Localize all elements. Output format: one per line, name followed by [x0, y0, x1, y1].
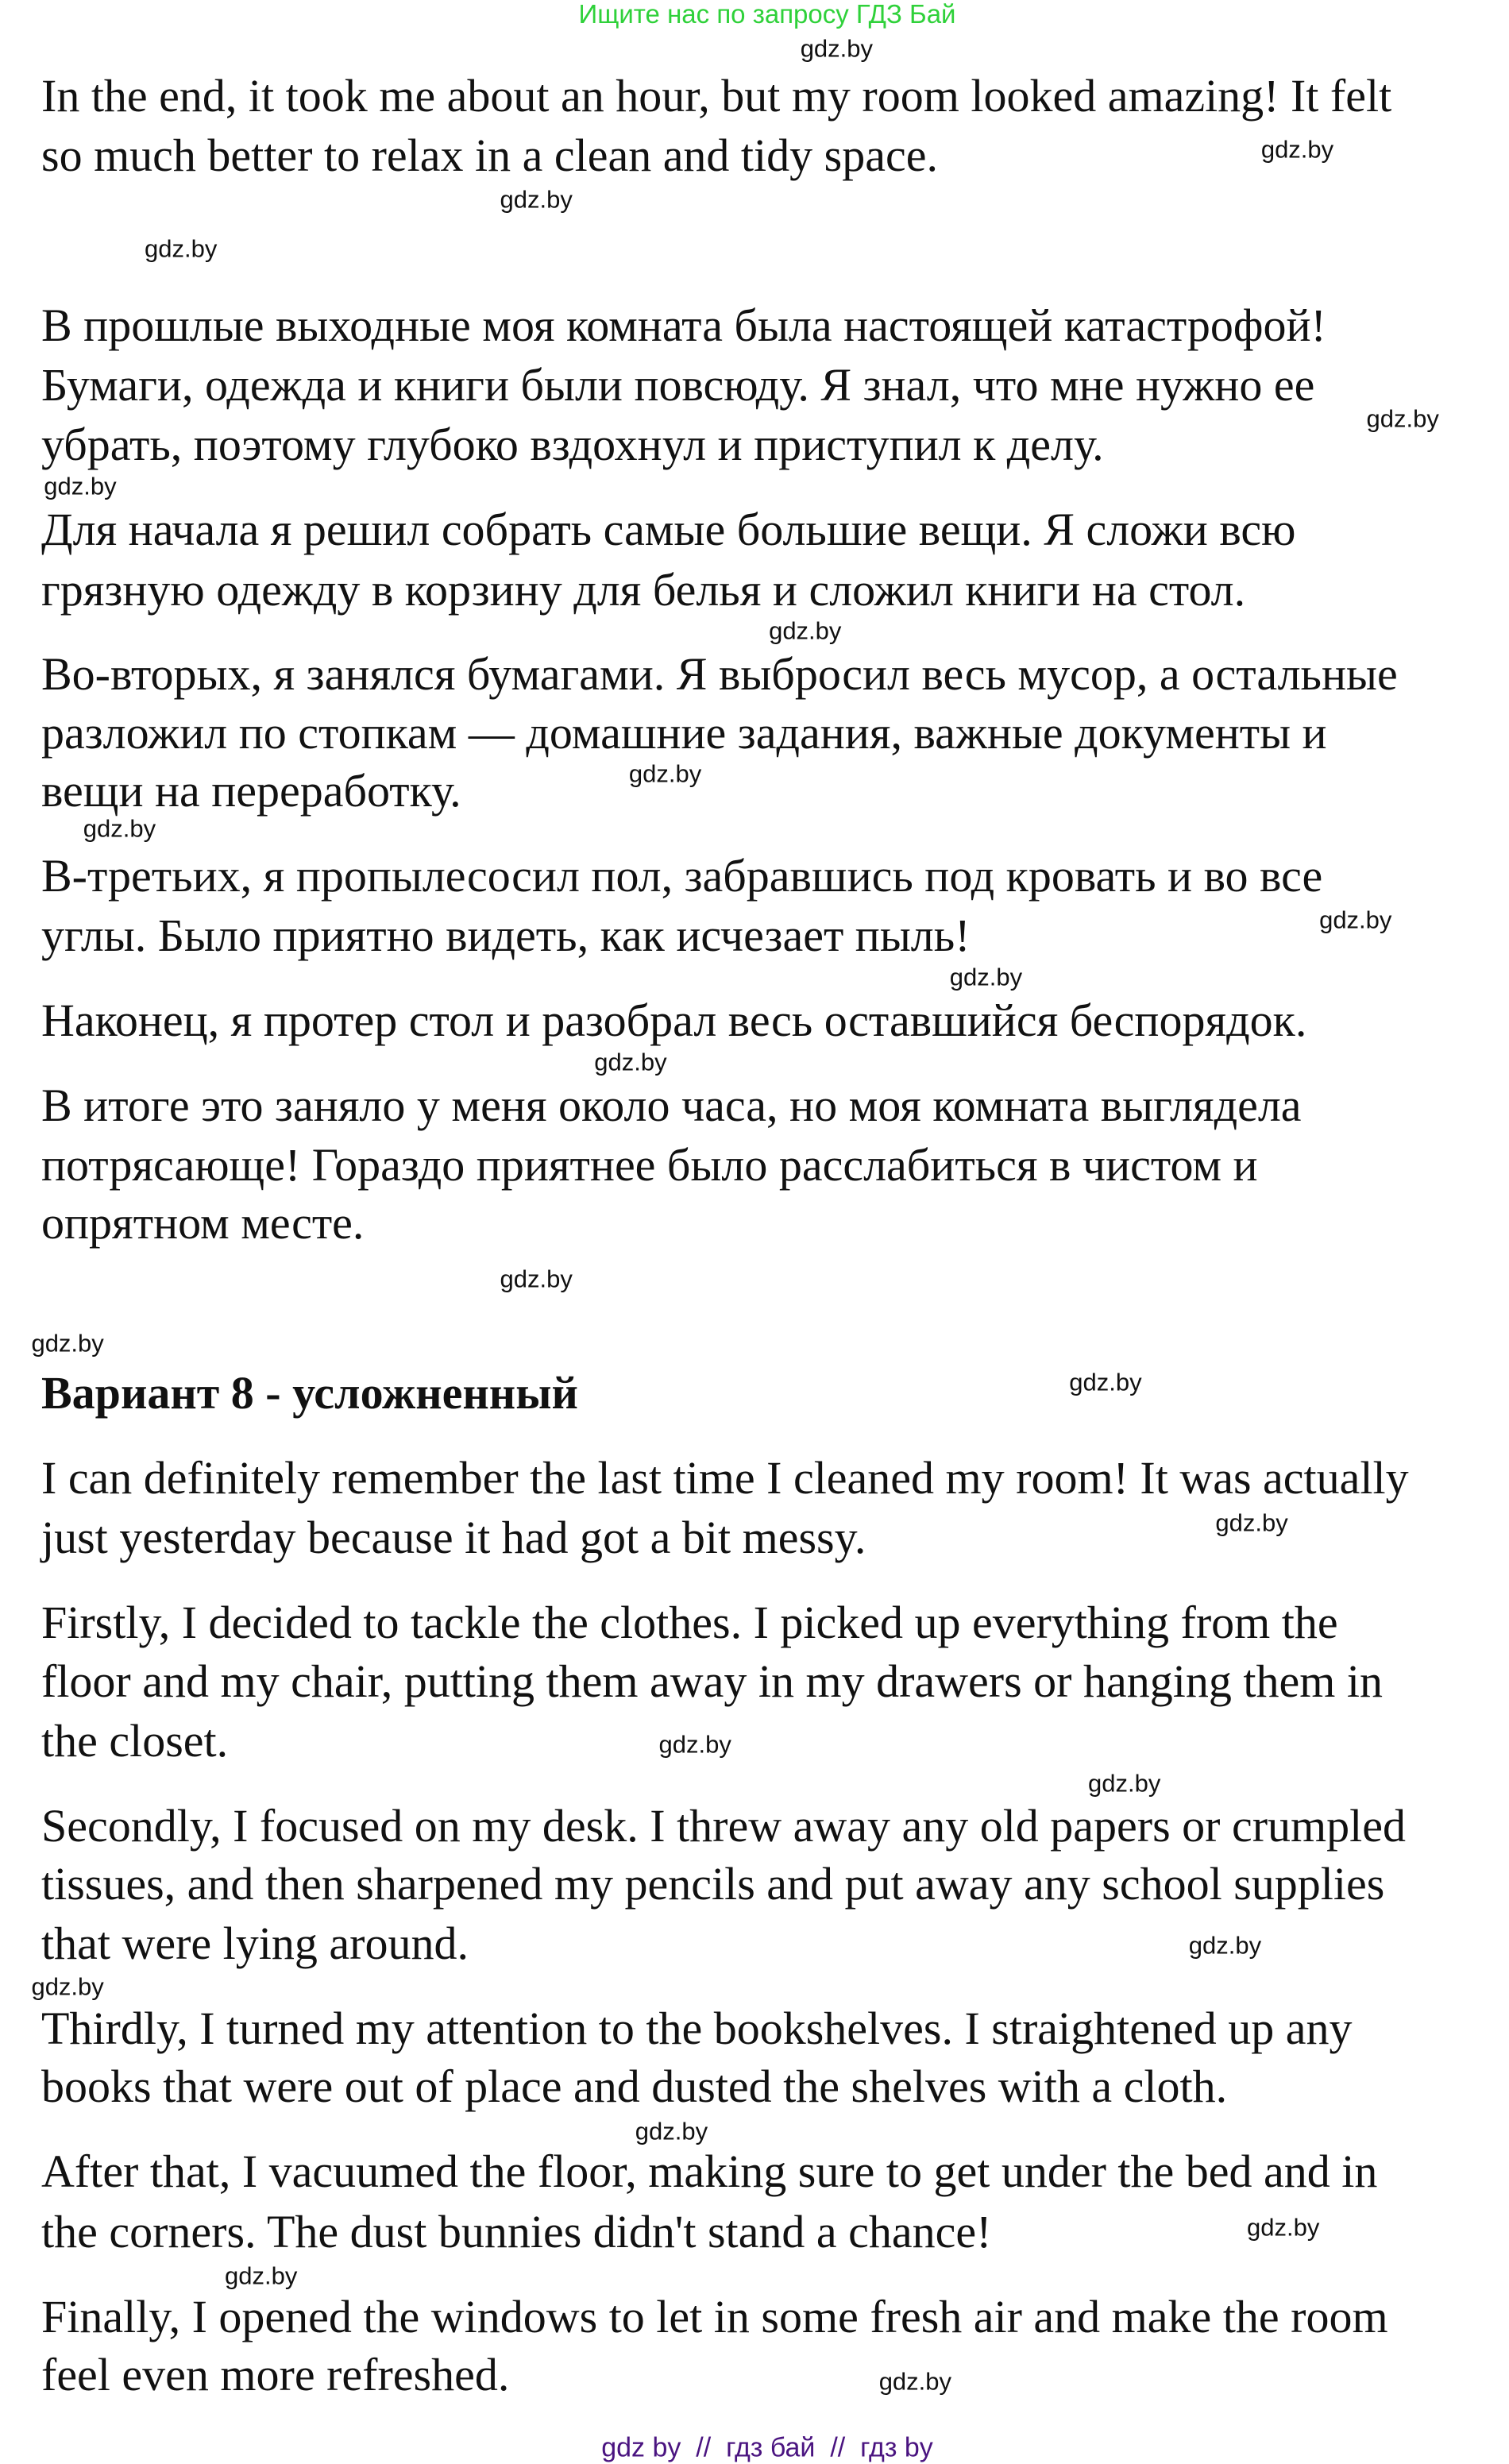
watermark: gdz.by — [1188, 1931, 1262, 1960]
paragraph-line: In the end, it took me about an hour, but my room looked amazing! It felt — [41, 69, 1392, 122]
watermark: gdz.by — [878, 2367, 952, 2396]
paragraph-line: feel even more refreshed. — [41, 2348, 510, 2400]
watermark: gdz.by — [635, 2117, 708, 2145]
watermark: gdz.by — [500, 1265, 573, 1293]
paragraph-line: that were lying around. — [41, 1918, 469, 1970]
watermark: gdz.by — [1366, 404, 1439, 433]
paragraph-line: Firstly, I decided to tackle the clothes. I picked up everything from the — [41, 1597, 1338, 1649]
watermark: gdz.by — [83, 814, 156, 843]
watermark: gdz.by — [1247, 2213, 1320, 2242]
paragraph-line: floor and my chair, putting them away in my drawers or hanging them in — [41, 1655, 1383, 1707]
paragraph-line: разложил по стопкам — домашние задания, важные документы и — [41, 706, 1327, 759]
watermark: gdz.by — [949, 963, 1023, 991]
paragraph-line: убрать, поэтому глубоко вздохнул и приступил к делу. — [41, 419, 1104, 471]
watermark: gdz.by — [500, 185, 573, 214]
watermark: gdz.by — [1319, 906, 1392, 934]
paragraph-line: Бумаги, одежда и книги были повсюду. Я знал, что мне нужно ее — [41, 359, 1315, 411]
watermark: gdz.by — [1215, 1508, 1288, 1537]
paragraph-line: the corners. The dust bunnies didn't stand a chance! — [41, 2205, 992, 2257]
paragraph-line: just yesterday because it had got a bit messy. — [41, 1512, 866, 1564]
paragraph-line: Secondly, I focused on my desk. I threw away any old papers or crumpled — [41, 1799, 1407, 1852]
paragraph-line: I can definitely remember the last time I cleaned my room! It was actually — [41, 1452, 1409, 1504]
watermark: gdz.by — [628, 759, 702, 788]
paragraph-line: Во-вторых, я занялся бумагами. Я выбросил весь мусор, а остальные — [41, 648, 1398, 701]
paragraph-line: вещи на переработку. — [41, 764, 461, 817]
paragraph-line: опрятном месте. — [41, 1197, 365, 1249]
watermark: gdz.by — [1069, 1368, 1142, 1396]
watermark: gdz.by — [658, 1730, 731, 1759]
paragraph-line: Thirdly, I turned my attention to the bookshelves. I straightened up any — [41, 2002, 1353, 2055]
watermark: gdz.by — [145, 234, 218, 263]
top-banner[interactable]: Ищите нас по запросу ГДЗ Бай — [578, 0, 956, 29]
watermark: gdz.by — [31, 1329, 104, 1358]
paragraph-line: В-третьих, я пропылесосил пол, забравшись под кровать и во все — [41, 849, 1323, 902]
paragraph-line: the closet. — [41, 1714, 229, 1767]
paragraph-line: After that, I vacuumed the floor, making sure to get under the bed and in — [41, 2145, 1378, 2198]
paragraph-line: Наконец, я протер стол и разобрал весь оставшийся беспорядок. — [41, 994, 1307, 1047]
paragraph-line: грязную одежду в корзину для белья и сложил книги на стол. — [41, 563, 1246, 616]
paragraph-line: so much better to relax in a clean and tidy space. — [41, 129, 938, 182]
watermark: gdz.by — [769, 616, 842, 645]
watermark: gdz.by — [1088, 1769, 1161, 1798]
section-heading: Вариант 8 - усложненный — [41, 1367, 578, 1419]
paragraph-line: потрясающе! Гораздо приятнее было расслабиться в чистом и — [41, 1139, 1258, 1191]
watermark: gdz.by — [800, 34, 874, 63]
watermark: gdz.by — [1260, 135, 1334, 164]
paragraph-line: В прошлые выходные моя комната была настоящей катастрофой! — [41, 299, 1326, 351]
watermark: gdz.by — [225, 2261, 298, 2290]
watermark: gdz.by — [594, 1048, 667, 1076]
paragraph-line: Для начала я решил собрать самые большие вещи. Я сложи всю — [41, 504, 1296, 556]
watermark: gdz.by — [31, 1972, 104, 2001]
paragraph-line: books that were out of place and dusted the shelves with a cloth. — [41, 2060, 1228, 2113]
paragraph-line: углы. Было приятно видеть, как исчезает пыль! — [41, 910, 971, 962]
paragraph-line: Finally, I opened the windows to let in some fresh air and make the room — [41, 2290, 1388, 2342]
paragraph-line: В итоге это заняло у меня около часа, но моя комната выглядела — [41, 1079, 1302, 1131]
footer-links[interactable]: gdz by // гдз бай // гдз by — [601, 2432, 933, 2463]
paragraph-line: tissues, and then sharpened my pencils and put away any school supplies — [41, 1858, 1385, 1910]
watermark: gdz.by — [44, 472, 117, 500]
